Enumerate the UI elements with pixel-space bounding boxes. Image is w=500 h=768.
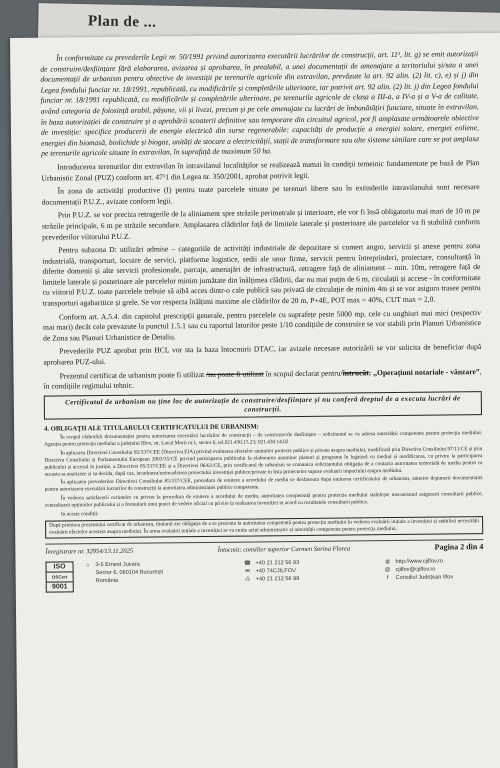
scope-struck-1: /nu poate fi utilizat xyxy=(206,368,264,379)
web-line[interactable]: http://www.cjilfov.ro xyxy=(395,558,444,566)
phone-block xyxy=(243,558,373,583)
page-footer xyxy=(45,557,483,593)
section-4-item: În vederea satisfacerii cerintelor cu privire la procedura de emitere a acordului de mediu, autoritatea competentă pentru protecția mediului stabilește mecanismul asigurarii consultarii publice, centralizarii opțiunilor publicului și a formularii unui punct de vedere oficial cu privire la realizarea investiției in acord cu rezultatele consultarii publice. xyxy=(44,491,483,509)
paragraph-subzone-d: Pentru subzona D: utilizări admise – categoriile de activități industriale de depozitare si comert angro, servicii și anexe pentru zona industrială, transporturi, locuire de servici, platforme logistice, sedii ale unor firme, servicii pentru întreprinderi, proiectare, consultanță în diferite domenii și alte servicii profesionale, parcaje, amenajări de infrastructură, retragere față de aliniament – min. 10m, retragere față de limitele laterale și posterioare ale parcelelor minim jumătate din înălțimea clădirii, dar nu mai puțin de 6 m, circulații și accese - în conformitate cu viitorul P.U.Z. toate parcelele trebuie să aibă acces dintr-o cale publică sau privată de circulație de minim 4m și se vor asigura trasee pentru transporturi agabaritice și grele. Se vor respecta înălțimi maxime ale clădirilor de 20 m, P+4E, POT max = 40%, CUT max = 2,0. xyxy=(42,241,481,308)
section-4-item: In aceste condiții: xyxy=(60,510,99,518)
email-icon: @ xyxy=(384,567,391,574)
phone-line: +40 21 212 56 93 xyxy=(255,560,300,567)
scope-before: Prezentul certificat de urbanism poate fi utilizat xyxy=(59,369,207,381)
background-page-title: Plan de ... xyxy=(87,13,157,31)
globe-icon: ◍ xyxy=(385,559,390,566)
printer-icon: ⎙ xyxy=(245,576,250,583)
address-block xyxy=(83,560,233,586)
fax-icon: ✉ xyxy=(245,568,250,575)
paragraph-legal-basis: În conformitate cu prevederile Legii nr. 50/1991 privind autorizarea executării lucrărilor de construcții, art. 11¹, lit. g) se emit autorizații de construire/desființare fără elaborarea, avizarea și aprobarea, în prealabil, a unei documentații de amenajare a teritoriului și/sau a unei documentații de urbanism pentru obiective de investiții pe terenurile agricole din extravilan, prevăzute la art. 92 alin. (2) lit. c), e) și j) din Legea fondului funciar nr. 18/1991, republicată, cu modificările și completările ulterioare, iar potrivit art. 92 alin. (2) lit. j) din Legea fondului funciar nr. 18/1991 republicată, cu modificările și completările ulterioare, pe terenurile agricole de clasa a III-a, a IV-a și a V-a de calitate, având categoria de folosință arabil, pășune, vii și livezi, precum și pe cele amenajate cu lucrări de îmbunătățiri funciare, situate în extravilan, în baza autorizației de construire și a aprobării scoaterii definitive sau temporare din circuitul agricol, pot fi amplasate următoarele obiective de investiție: specifice producerii de energie electrică din surse regenerabile: capacități de producție a energiei solare, energiei eoliene, energiei din biomasă, biolichide și biogaz, unități de stocare a electricității, stații de transformare sau alte sisteme similare care se pot amplasa pe terenurile agricole situate în extravilan, în suprafață de maximum 50 ha. xyxy=(40,49,480,159)
web-block xyxy=(383,557,453,582)
prepared-by: Întocmit: consilier superior Carmen Sorina Florea xyxy=(217,545,351,554)
paragraph-setbacks: Prin P.U.Z. se vor preciza retragerile de la aliniament spre străzile perimetrale și interioare, ele vor fi însă obligatoriu mai mari de 10 m pe străzile principale, 6 m pe străzile secundare. Amplasarea clădirilor față de limitele laterale și posterioare ale parcelelor va fi stabilită conform prevederilor viitorului P.U.Z. xyxy=(41,206,480,242)
scope-after: , în condițiile regimului tehnic. xyxy=(43,366,482,391)
address-line: 3-5 Ernest Juvara xyxy=(95,561,140,569)
web-line[interactable]: cjilfov@cjilfov.ro xyxy=(395,566,436,574)
paragraph-art-a54: Conform art. A.5.4. din capitolul prescripții generale, pentru parcelele cu suprafețe peste 5000 mp, cele cu unghiuri mai mici (respectiv mai mari) decât cele prevazute la punctul 1.5.1 sau cu raportul laturilor peste 1/10 condițiile de construire se vor stabili prin Planuri Urbanistice de Zona sau Planuri Urbanistice de Detaliu. xyxy=(42,307,482,343)
paragraph-puz-dtac: Prevederile PUZ aprobat prin HCL vor sta la baza întocmirii DTAC, iar avizele necesare autorizării se vor solicita de beneficiar după aprobarea PUZ-ului. xyxy=(43,342,482,367)
notice-box: Certificatul de urbanism nu ține loc de autorizație de construire/desființare și nu conferă dreptul de a executa lucrări de construcții. xyxy=(44,391,482,420)
section-4-item: În aplicarea prevederilor Directivei Consiliului 85/337/CEE, procedura de emitere a acordului de mediu se desfasoara dupa emiterea certificatului de urbanism, anterior depunerii documentației pentru autorizarea executării lucrarilor de construcții la autoritatea administrației publice competente. xyxy=(44,475,483,494)
scope-purpose: : „Operațiuni notariale - vânzare” xyxy=(368,366,480,377)
scope-struck-2: întrucât xyxy=(342,367,369,378)
location-pin-icon: ⌂ xyxy=(85,562,90,569)
phone-line: +40 74CJILFOV xyxy=(255,568,296,575)
document-page xyxy=(10,33,500,768)
address-line: România xyxy=(95,577,119,585)
iso-logo-bottom: 9001 xyxy=(51,583,68,591)
registration-number: Înregistrare nr. 32954/13.11.2025 xyxy=(45,547,134,556)
page-number: Pagina 2 din 4 xyxy=(434,542,484,552)
scope-middle: în scopul declarat pentru/ xyxy=(263,368,343,378)
web-line: Consiliul Județean Ilfov xyxy=(395,574,454,582)
section-4-item: În aplicarea Directivei Consiliului 85/337/CEE (Directiva EIA) privind evaluarea efectelor anumitor proiecte publice și private asupra mediului, modificată prin Directiva Consiliului 97/11/CE și prin Directiva Consiliului și Parlamentului European 2003/35/CE privind participarea publicului la elaborarea anumitor planuri și programe în legatură cu mediul și modificarea, cu privire la participarea publicului și accesul la justiție, a Directivei 85/337/CEE și a Directivei 96/61/CE, prin certificatul de urbanism se comunica solicitantului obligația de a contacta autoritatea teritorială de mediu pentru ca aceasta sa analizeze și sa decida, după caz, incadrarea/neincadrarea proiectului investiției publice/private in lista proiectelor supuse evaluarii impactului asupra mediului. xyxy=(44,445,483,478)
address-line: Sector 6, 060104 București xyxy=(95,569,164,577)
section-4 xyxy=(44,421,483,539)
signature-row xyxy=(45,539,483,556)
iso-certification-logo xyxy=(45,561,73,592)
phone-line: +40 21 212 56 99 xyxy=(255,576,300,583)
phone-icon: ☎ xyxy=(244,560,252,567)
section-4-title: 4. OBLIGAȚII ALE TITULARULUI CERTIFICATULUI DE URBANISM: xyxy=(44,423,259,433)
paragraph-productive-zone: În zona de activități productive (I) pentru toate parcelele situate pe terenuri libere sau în extinderile intravilanului sunt necesare documentații P.U.Z., avizate conform legii. xyxy=(41,182,480,207)
section-4-item: În scopul elaborării documentației pentru autorizarea executării lucrărilor de construcții – de construire/de desființare – solicitantul se va adresa autorității competente pentru protecția mediului: Agenția pentru protecția mediului a județului Ilfov, str. Lacul Morii nr.1, sector 6, tel.021.430.15.23; 021.430.14.02 xyxy=(44,429,483,448)
iso-logo-mid: OSCert xyxy=(47,571,73,582)
paragraph-intravilan: Introducerea terenurilor din extravilan în intravilanul localităților se realizează numai în condiții temeinic fundamentate pe bază de Plan Urbanistic Zonal (PUZ) conform art. 47¹1 din Legea nr. 350/2001, aprobat potrivit legii. xyxy=(41,158,480,183)
paragraph-scope xyxy=(43,367,481,393)
social-icon: f xyxy=(386,575,389,582)
iso-logo-top: ISO xyxy=(53,563,66,571)
section-4-box: După primirea prezentului certificat de urbanism, titularul are obligația de a se prezenta la autoritatea competentă pentru protecția mediului în vederea evaluării inițiale a investiției și stabilirii necesității evaluării efectelor acesteia asupra mediului. În urma evaluării inițiale a investiției se va emite actul administrativ al autorității competente pentru protecția mediului. xyxy=(45,516,483,539)
